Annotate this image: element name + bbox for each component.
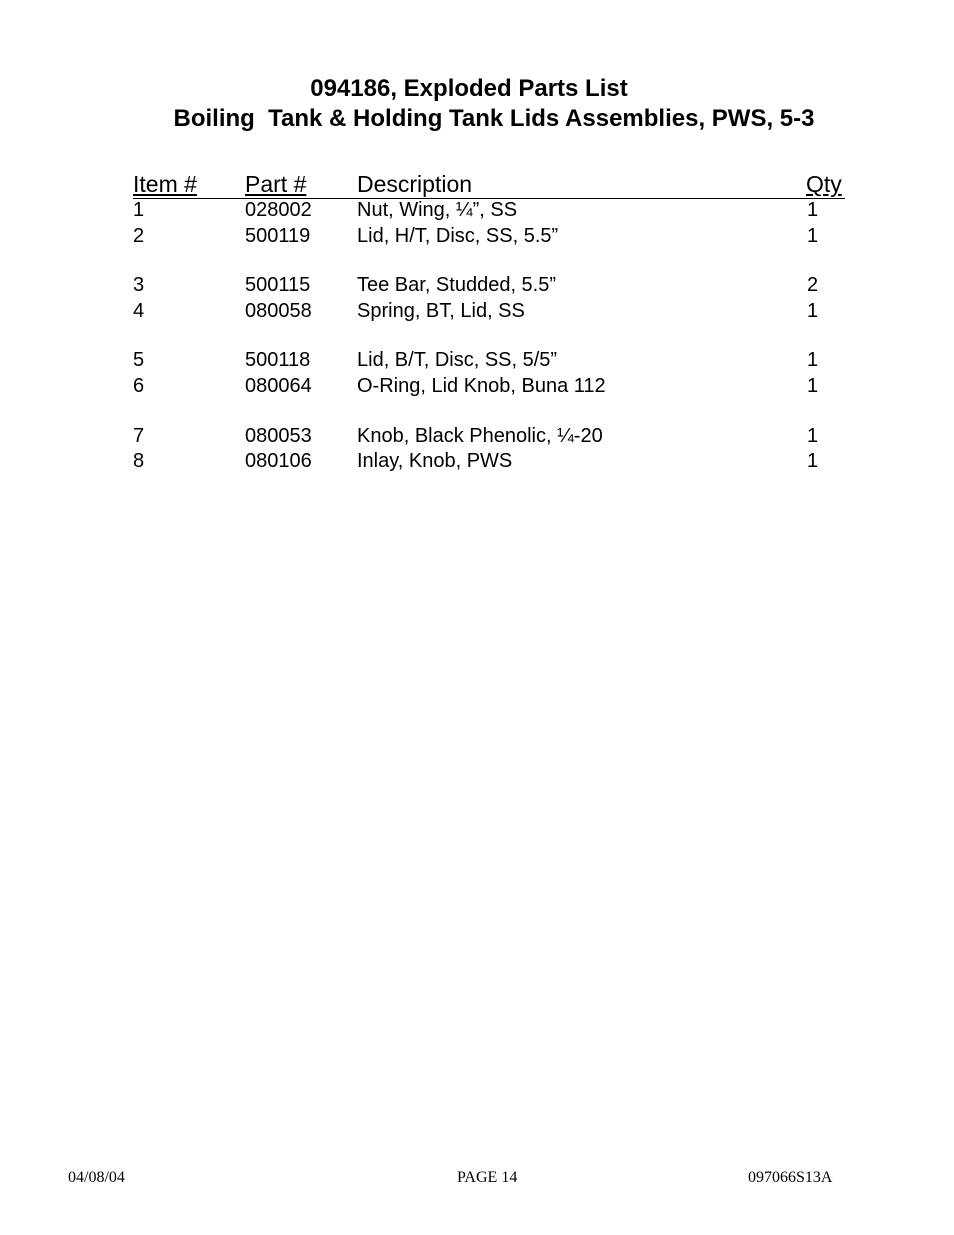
item-number: 5 <box>133 349 145 371</box>
part-qty: 1 <box>807 450 819 472</box>
item-number: 1 <box>133 199 145 221</box>
item-number: 6 <box>133 375 145 397</box>
part-description: Nut, Wing, ¼”, SS <box>357 199 518 221</box>
document-title: 094186, Exploded Parts List <box>310 75 628 102</box>
table-row <box>133 224 845 249</box>
part-qty: 1 <box>807 225 819 247</box>
table-row <box>133 374 845 399</box>
table-row <box>133 198 845 223</box>
part-number: 500119 <box>245 225 311 247</box>
part-description: O-Ring, Lid Knob, Buna 112 <box>357 375 606 397</box>
part-number: 500115 <box>245 274 311 296</box>
header-item: Item # <box>133 171 197 197</box>
part-description: Spring, BT, Lid, SS <box>357 300 525 322</box>
item-number: 7 <box>133 425 145 447</box>
part-description: Tee Bar, Studded, 5.5” <box>357 274 557 296</box>
part-description: Inlay, Knob, PWS <box>357 450 513 472</box>
table-row <box>133 348 845 373</box>
part-number: 500118 <box>245 349 311 371</box>
part-description: Knob, Black Phenolic, ¼-20 <box>357 425 603 447</box>
part-number: 080064 <box>245 375 312 397</box>
header-part: Part # <box>245 171 307 197</box>
document-subtitle: Boiling Tank & Holding Tank Lids Assemblies, PWS, 5-3 <box>173 105 815 132</box>
footer-date: 04/08/04 <box>68 1169 125 1186</box>
header-qty: Qty <box>806 171 842 197</box>
part-description: Lid, H/T, Disc, SS, 5.5” <box>357 225 559 247</box>
item-number: 3 <box>133 274 145 296</box>
part-number: 080058 <box>245 300 312 322</box>
part-description: Lid, B/T, Disc, SS, 5/5” <box>357 349 558 371</box>
part-qty: 2 <box>807 274 819 296</box>
table-row <box>133 273 845 298</box>
header-description: Description <box>357 171 473 197</box>
footer-doc-number: 097066S13A <box>748 1169 833 1186</box>
part-number: 080106 <box>245 450 312 472</box>
part-number: 080053 <box>245 425 312 447</box>
part-qty: 1 <box>807 199 819 221</box>
table-row <box>133 299 845 324</box>
table-row <box>133 424 845 449</box>
part-qty: 1 <box>807 375 819 397</box>
item-number: 4 <box>133 300 145 322</box>
part-qty: 1 <box>807 349 819 371</box>
part-qty: 1 <box>807 425 819 447</box>
table-header <box>133 170 845 199</box>
item-number: 8 <box>133 450 145 472</box>
part-number: 028002 <box>245 199 312 221</box>
part-qty: 1 <box>807 300 819 322</box>
table-row <box>133 449 845 474</box>
footer-page-number: PAGE 14 <box>457 1169 518 1186</box>
item-number: 2 <box>133 225 145 247</box>
